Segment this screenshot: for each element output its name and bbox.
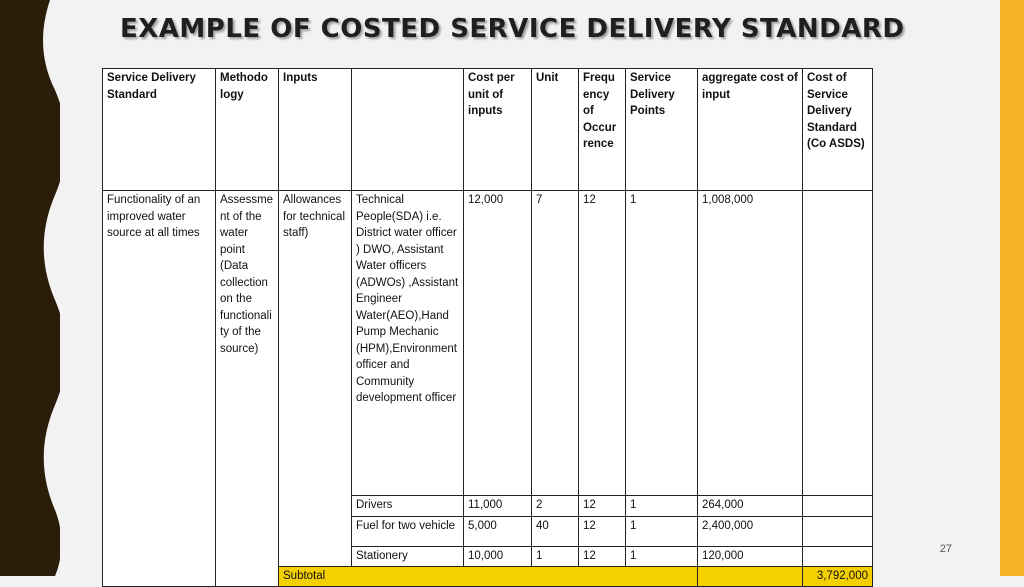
cell-inputs: Allowances for technical staff) — [279, 191, 352, 567]
slide-title: EXAMPLE OF COSTED SERVICE DELIVERY STANDARD — [120, 14, 905, 44]
cell-cost: 10,000 — [464, 547, 532, 567]
cell-cost: 11,000 — [464, 496, 532, 517]
cell-unit: 1 — [532, 547, 579, 567]
header-cost-sds: Cost of Service Delivery Standard (Co ASDS) — [803, 69, 873, 191]
cell-unit: 2 — [532, 496, 579, 517]
cell-sds — [803, 547, 873, 567]
header-inputs: Inputs — [279, 69, 352, 191]
cell-points: 1 — [626, 517, 698, 547]
cell-unit: 7 — [532, 191, 579, 496]
header-cost-per-unit: Cost per unit of inputs — [464, 69, 532, 191]
accent-band — [1000, 0, 1024, 576]
cell-cost: 5,000 — [464, 517, 532, 547]
header-detail — [352, 69, 464, 191]
cell-aggregate: 1,008,000 — [698, 191, 803, 496]
cell-points: 1 — [626, 547, 698, 567]
cell-sds — [803, 191, 873, 496]
cell-unit: 40 — [532, 517, 579, 547]
cell-detail: Drivers — [352, 496, 464, 517]
subtotal-spacer — [698, 567, 803, 587]
cell-aggregate: 120,000 — [698, 547, 803, 567]
cell-frequency: 12 — [579, 191, 626, 496]
cell-aggregate: 264,000 — [698, 496, 803, 517]
table-header-row — [103, 69, 873, 191]
cell-methodology: Assessme nt of the water point (Data collection on the functionali ty of the source) — [216, 191, 279, 587]
cell-sds — [803, 517, 873, 547]
header-methodology: Methodo logy — [216, 69, 279, 191]
cell-aggregate: 2,400,000 — [698, 517, 803, 547]
header-aggregate: aggregate cost of input — [698, 69, 803, 191]
cell-sds — [803, 496, 873, 517]
cost-table — [102, 68, 873, 587]
cell-detail: Technical People(SDA) i.e. District water officer ) DWO, Assistant Water officers (ADWOs) ,Assistant Engineer Water(AEO),Hand Pump Mechanic (HPM),Environment officer and Community development officer — [352, 191, 464, 496]
cell-points: 1 — [626, 496, 698, 517]
cell-detail: Stationery — [352, 547, 464, 567]
cell-cost: 12,000 — [464, 191, 532, 496]
cell-frequency: 12 — [579, 517, 626, 547]
cell-points: 1 — [626, 191, 698, 496]
header-frequency: Frequ ency of Occur rence — [579, 69, 626, 191]
cell-detail: Fuel for two vehicle — [352, 517, 464, 547]
cell-frequency: 12 — [579, 547, 626, 567]
cell-frequency: 12 — [579, 496, 626, 517]
header-unit: Unit — [532, 69, 579, 191]
cell-standard: Functionality of an improved water source at all times — [103, 191, 216, 587]
subtotal-value: 3,792,000 — [803, 567, 873, 587]
header-delivery-points: Service Delivery Points — [626, 69, 698, 191]
table-row — [103, 191, 873, 496]
header-standard: Service Delivery Standard — [103, 69, 216, 191]
page-number: 27 — [939, 543, 952, 555]
subtotal-label: Subtotal — [279, 567, 698, 587]
